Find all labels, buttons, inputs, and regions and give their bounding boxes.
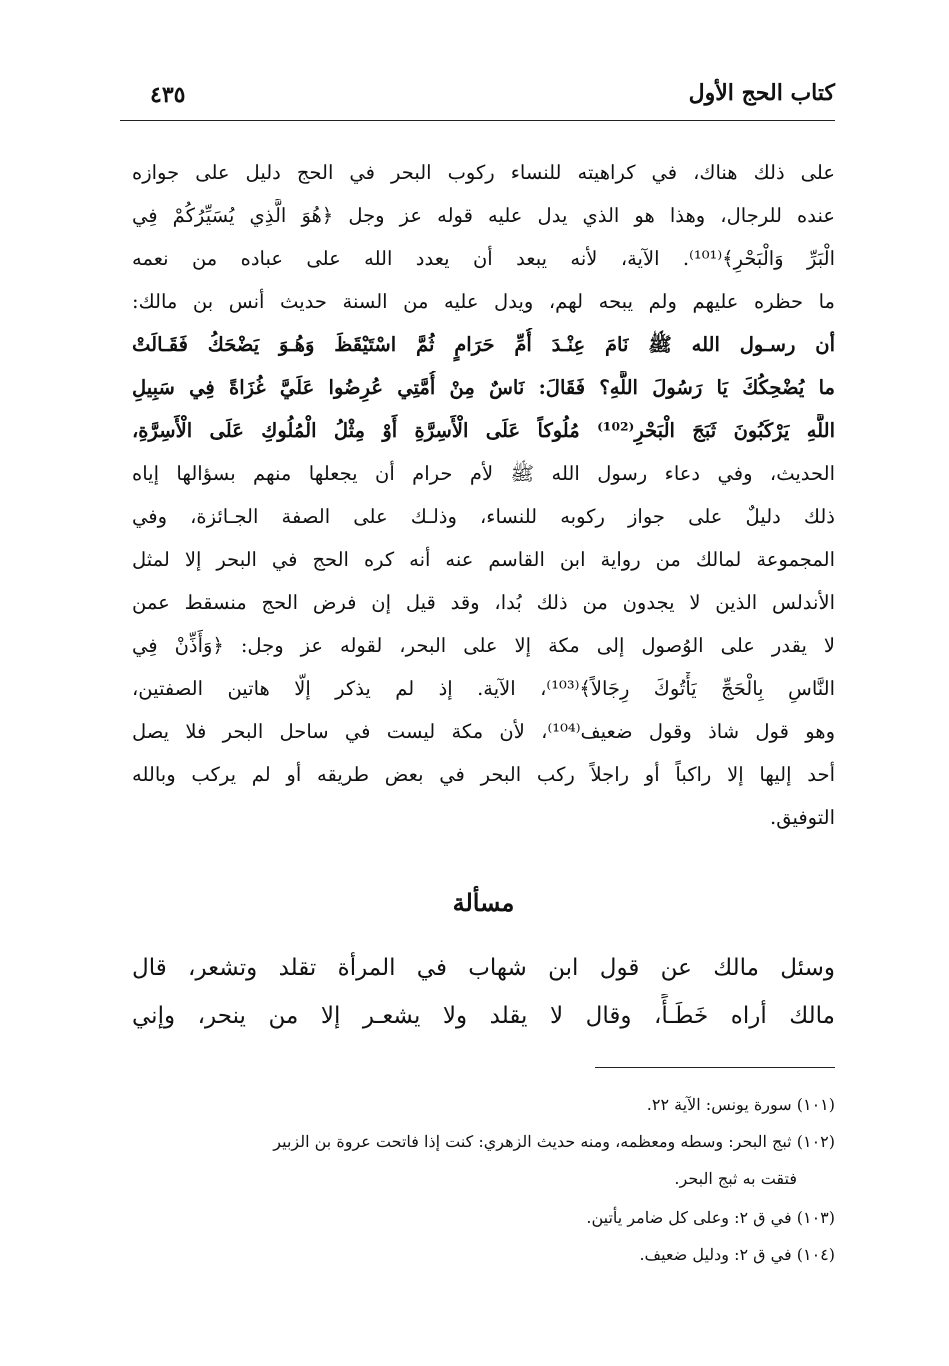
footnote: (١٠٢) ثبج البحر: وسطه ومعظمه، ومنه حديث الزهري: كنت إذا فاتحت عروة بن الزبير <box>273 1132 835 1151</box>
body-line: وهو قول شاذ وقول ضعيف⁽¹⁰⁴⁾، لأن مكة ليست في ساحل البحر فلا يصل <box>132 720 835 743</box>
page-header <box>120 80 835 121</box>
question-line: وسئل مالك عن قول ابن شهاب في المرأة تقلد وتشعر، قال <box>132 955 835 981</box>
body-line: لا يقدر على الوُصول إلى مكة إلا على البحر، لقوله عز وجل: ﴿وَأَذِّنْ فِي <box>132 634 835 657</box>
body-line: الحديث، وفي دعاء رسول الله ﷺ لأم حرام أن يجعلها منهم بسؤالها إياه <box>132 462 835 485</box>
body-line: ذلك دليلٌ على جواز ركوبه للنساء، وذلـك على الصفة الجـائزة، وفي <box>132 505 835 528</box>
body-line: عنده للرجال، وهذا هو الذي يدل عليه قوله عز وجل ﴿هُوَ الَّذِي يُسَيِّرُكُمْ فِي <box>132 204 835 227</box>
body-line: أحد إليها إلا راكباً أو راجلاً ركب البحر في بعض طريقه أو لم يركب وبالله <box>132 763 835 786</box>
page-number: ٤٣٥ <box>150 82 186 108</box>
body-line: ما حظره عليهم ولم يبحه لهم، ويدل عليه من السنة حديث أنس بن مالك: <box>132 290 835 313</box>
footnote: (١٠٤) في ق ٢: ودليل ضعيف. <box>639 1245 835 1264</box>
body-line: الأندلس الذين لا يجدون من ذلك بُدا، وقد قيل إن فرض الحج منسقط عمن <box>132 591 835 614</box>
footnote: (١٠١) سورة يونس: الآية ٢٢. <box>646 1095 835 1114</box>
hadith-line: أن رسـول الله ﷺ نَامَ عِنْـدَ أُمِّ حَرَامٍ ثُمَّ اسْتَيْقَظَ وَهُـوَ يَضْحَكُ فَقَـالَتْ <box>132 333 835 356</box>
question-line: مالك أراه خَطَـأً، وقال لا يقلد ولا يشعـر إلا من ينحر، وإني <box>132 1003 835 1029</box>
body-line: التوفيق. <box>770 806 835 829</box>
body-line: الْبَرِّ وَالْبَحْرِ﴾⁽¹⁰¹⁾. الآية، لأنه يبعد أن يعدد الله على عباده من نعمه <box>132 247 835 270</box>
hadith-line: اللَّهِ يَرْكَبُونَ ثَبَجَ الْبَحْرِ⁽¹⁰²⁾ مُلُوكاً عَلَى الْأَسِرَّةِ أَوْ مِثْلُ الْمُلُوكِ عَلَى الْأَسِرَّةِ، <box>132 419 835 442</box>
body-line: على ذلك هناك، في كراهيته للنساء ركوب البحر في الحج دليل على جوازه <box>132 161 835 184</box>
footnote: (١٠٣) في ق ٢: وعلى كل ضامر يأتين. <box>586 1208 835 1227</box>
section-heading: مسألة <box>452 888 515 917</box>
book-title: كتاب الحج الأول <box>688 80 835 106</box>
hadith-line: ما يُضْحِكُكَ يَا رَسُولَ اللَّهِ؟ فَقَالَ: نَاسٌ مِنْ أُمَّتِي عُرِضُوا عَلَيَّ غُزَاةً فِي سَبِيلِ <box>132 376 835 399</box>
footnote-continuation: فتقت به ثبج البحر. <box>674 1169 797 1188</box>
body-line: النَّاسِ بِالْحَجِّ يَأْتُوكَ رِجَالاً﴾⁽¹⁰³⁾، الآية. إذ لم يذكر إلّا هاتين الصفتين، <box>132 677 835 700</box>
body-line: المجموعة لمالك من رواية ابن القاسم عنه أنه كره الحج في البحر إلا لمثل <box>132 548 835 571</box>
footnote-divider <box>595 1067 835 1068</box>
